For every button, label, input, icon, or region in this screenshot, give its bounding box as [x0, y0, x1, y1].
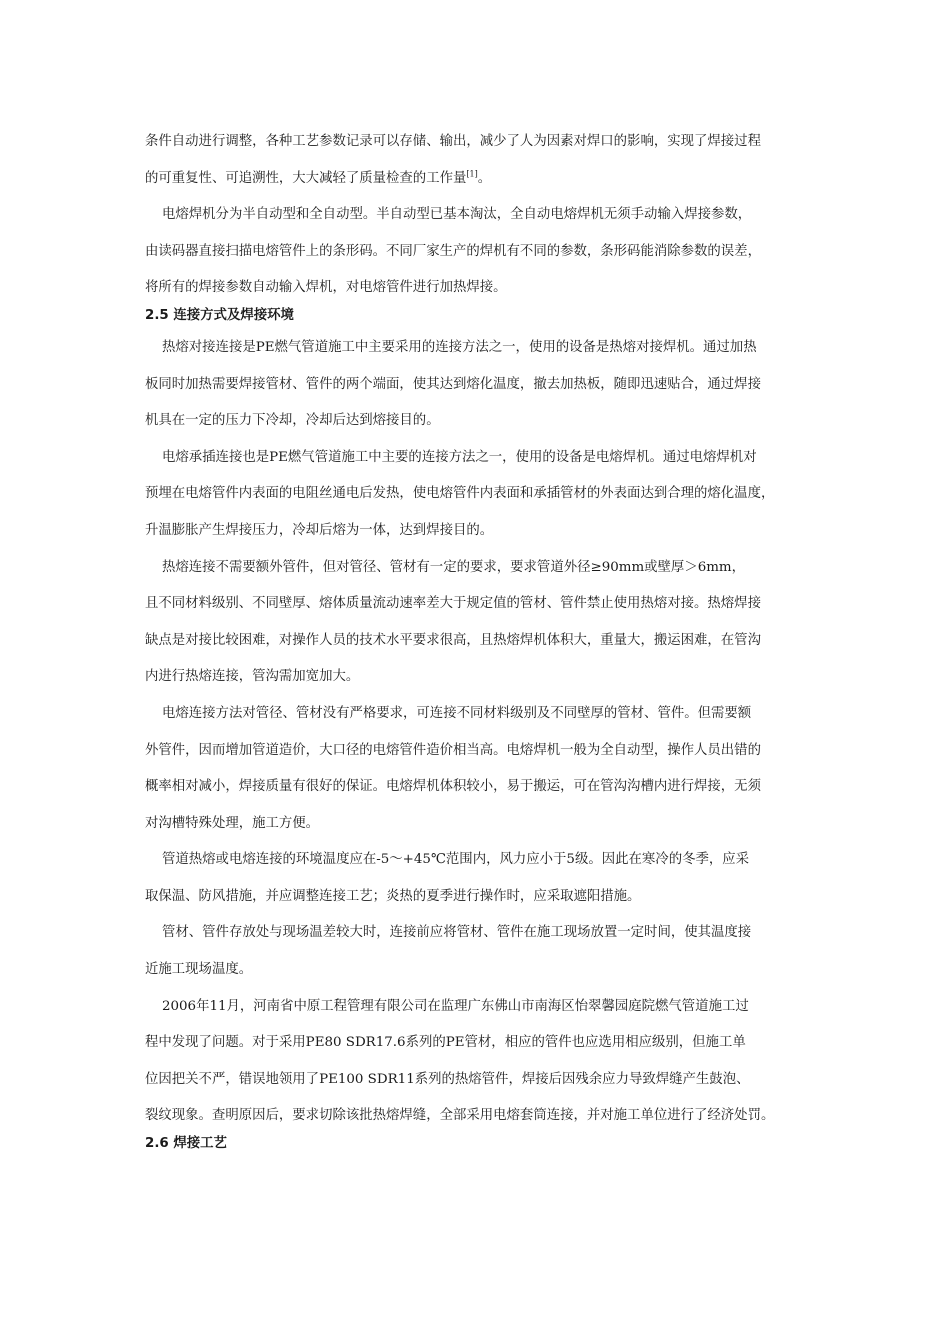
paragraph — [145, 989, 815, 1135]
paragraph — [145, 842, 815, 915]
text-line — [145, 161, 815, 198]
text-line: 条件自动进行调整，各种工艺参数记录可以存储、输出，减少了人为因素对焊口的影响，实现了焊接过程 — [145, 134, 761, 149]
text-line: 近施工现场温度。 — [145, 962, 253, 978]
paragraph — [145, 440, 815, 550]
text-line: 内进行热熔连接，管沟需加宽加大。 — [145, 669, 360, 685]
paragraph — [145, 696, 815, 842]
text-line: 管材、管件存放处与现场温差较大时，连接前应将管材、管件在施工现场放置一定时间，使其温度接 — [162, 925, 752, 941]
paragraph — [145, 550, 815, 696]
text-line: 由读码器直接扫描电熔管件上的条形码。不同厂家生产的焊机有不同的参数，条形码能消除参数的误差， — [145, 243, 761, 259]
document-body — [145, 124, 815, 1158]
text-line: 电熔连接方法对管径、管材没有严格要求，可连接不同材料级别及不同壁厚的管材、管件。但需要额 — [162, 705, 752, 721]
text-line: 取保温、防风措施，并应调整连接工艺；炎热的夏季进行操作时，应采取遮阳措施。 — [145, 888, 641, 904]
paragraph — [145, 915, 815, 988]
text-line: 位因把关不严，错误地领用了PE100 SDR11系列的热熔管件，焊接后因残余应力导致焊缝产生鼓泡、 — [145, 1071, 750, 1087]
text-segment: 。 — [477, 170, 492, 186]
section-heading: 2.5 连接方式及焊接环境 — [145, 307, 294, 323]
text-line: 裂纹现象。查明原因后，要求切除该批热熔焊缝，全部采用电熔套筒连接，并对施工单位进行了经济处罚。 — [145, 1108, 775, 1124]
text-line: 机具在一定的压力下冷却，冷却后达到熔接目的。 — [145, 413, 440, 429]
text-line: 板同时加热需要焊接管材、管件的两个端面，使其达到熔化温度，撤去加热板，随即迅速贴合，通过焊接 — [145, 376, 761, 392]
text-line: 预埋在电熔管件内表面的电阻丝通电后发热，使电熔管件内表面和承插管材的外表面达到合理的熔化温度， — [145, 486, 775, 502]
text-segment: 的可重复性、可追溯性，大大减轻了质量检查的工作量 — [145, 170, 467, 186]
text-line: 热熔对接连接是PE燃气管道施工中主要采用的连接方法之一，使用的设备是热熔对接焊机。通过加热 — [162, 339, 757, 355]
text-line: 将所有的焊接参数自动输入焊机，对电熔管件进行加热焊接。 — [145, 280, 507, 296]
text-line: 程中发现了问题。对于采用PE80 SDR17.6系列的PE管材，相应的管件也应选用相应级别，但施工单 — [145, 1035, 746, 1051]
text-line: 缺点是对接比较困难，对操作人员的技术水平要求很高，且热熔焊机体积大，重量大，搬运困难，在管沟 — [145, 632, 761, 648]
text-line: 电熔焊机分为半自动型和全自动型。半自动型已基本淘汰，全自动电熔焊机无须手动输入焊接参数， — [162, 207, 752, 223]
section-heading: 2.6 焊接工艺 — [145, 1136, 227, 1152]
paragraph — [145, 124, 815, 197]
text-line: 电熔承插连接也是PE燃气管道施工中主要的连接方法之一，使用的设备是电熔焊机。通过电熔焊机对 — [162, 449, 757, 465]
text-line: 对沟槽特殊处理，施工方便。 — [145, 815, 320, 831]
text-line: 外管件，因而增加管道造价，大口径的电熔管件造价相当高。电熔焊机一般为全自动型，操作人员出错的 — [145, 742, 761, 758]
text-line: 热熔连接不需要额外管件，但对管径、管材有一定的要求，要求管道外径≥90mm或壁厚＞6mm， — [162, 559, 746, 575]
text-line: 升温膨胀产生焊接压力，冷却后熔为一体，达到焊接目的。 — [145, 522, 494, 538]
text-line: 2006年11月，河南省中原工程管理有限公司在监理广东佛山市南海区怡翠馨园庭院燃气管道施工过 — [162, 998, 749, 1014]
citation-reference: [1] — [466, 169, 478, 179]
text-line: 概率相对减小，焊接质量有很好的保证。电熔焊机体积较小，易于搬运，可在管沟沟槽内进行焊接，无须 — [145, 779, 761, 795]
text-line: 且不同材料级别、不同壁厚、熔体质量流动速率差大于规定值的管材、管件禁止使用热熔对接。热熔焊接 — [145, 596, 761, 612]
paragraph — [145, 330, 815, 440]
paragraph — [145, 197, 815, 307]
text-line: 管道热熔或电熔连接的环境温度应在-5～+45℃范围内，风力应小于5级。因此在寒冷的冬季，应采 — [162, 852, 750, 868]
